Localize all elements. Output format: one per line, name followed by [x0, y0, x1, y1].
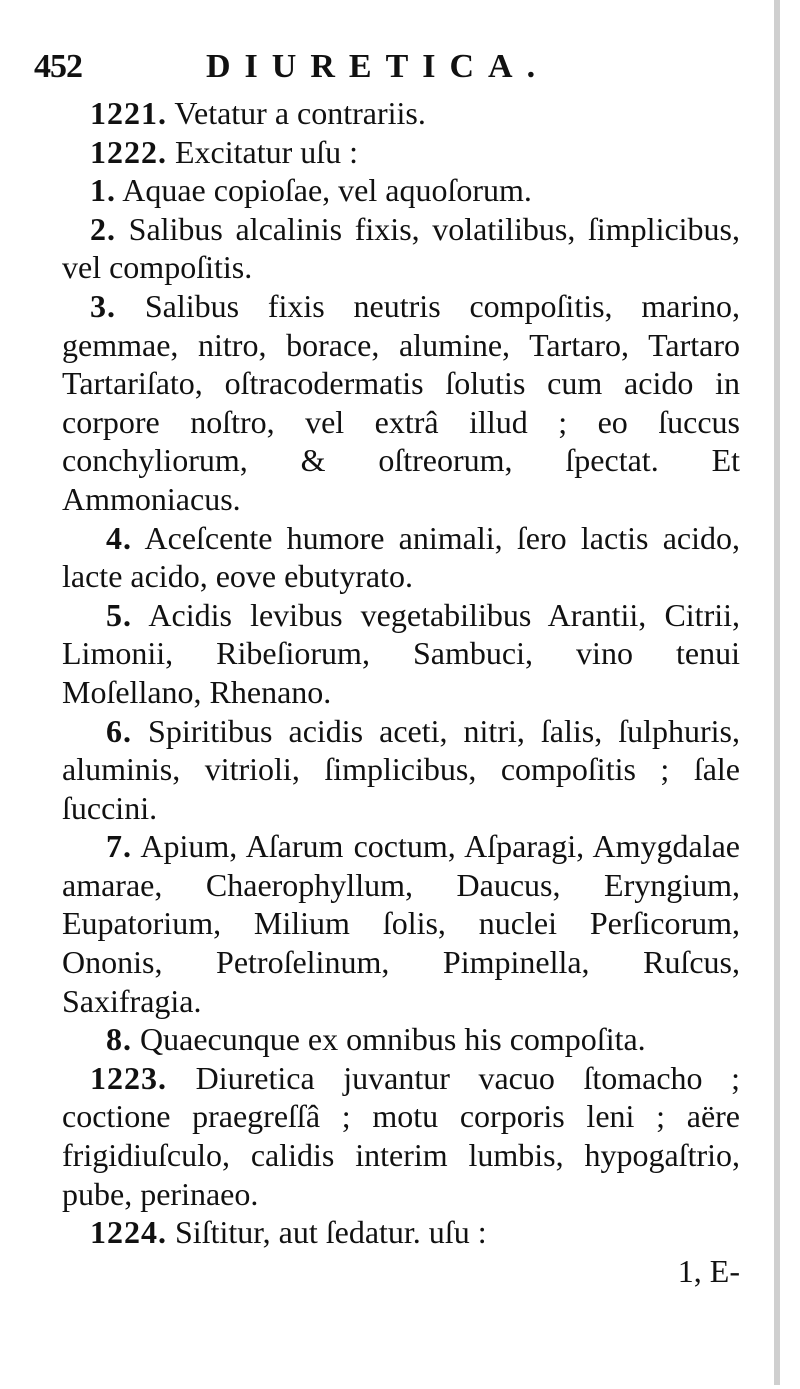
section-number: 1222.	[90, 133, 167, 170]
list-item-1	[62, 171, 740, 210]
paragraph-1222	[62, 133, 740, 172]
list-item-7	[62, 827, 740, 1020]
page-number: 452	[34, 48, 82, 85]
item-text: Aceſcente humore animali, ſero lactis acido, lacte acido, eove ebutyrato.	[62, 519, 741, 595]
item-number: 7.	[106, 828, 132, 865]
list-item-2	[62, 210, 740, 287]
paragraph-text: Siſtitur, aut ſedatur. uſu :	[175, 1214, 487, 1251]
list-item-5	[62, 596, 740, 712]
item-number: 2.	[90, 210, 116, 247]
item-number: 4.	[106, 519, 132, 556]
paragraph-text: Excitatur uſu :	[175, 133, 359, 170]
item-number: 8.	[106, 1021, 132, 1058]
list-item-3	[62, 287, 740, 519]
catchword: 1, E-	[677, 1252, 740, 1289]
section-number: 1224.	[90, 1214, 167, 1251]
item-text: Quaecunque ex omnibus his compoſita.	[140, 1021, 646, 1058]
item-text: Aquae copioſae, vel aquoſorum.	[122, 172, 532, 209]
section-number: 1221.	[90, 95, 167, 131]
page-body	[62, 94, 740, 1290]
list-item-4	[62, 519, 740, 596]
item-number: 5.	[106, 596, 132, 633]
item-text: Salibus alcalinis fixis, volatilibus, ſimplicibus, vel compoſitis.	[62, 210, 741, 286]
paragraph-text: Vetatur a contrariis.	[174, 95, 426, 131]
item-text: Salibus fixis neutris compoſitis, marino, gemmae, nitro, borace, alumine, Tartaro, Tartaro Tartariſato, oſtracodermatis ſolutis cum acido in corpore noſtro, vel extrâ illud ; eo ſuccus conchyliorum, & oſtreorum, ſpectat. Et Ammoniacus.	[62, 287, 741, 517]
page-header	[34, 48, 754, 94]
item-number: 1.	[90, 172, 116, 209]
paragraph-1221	[62, 94, 740, 133]
paragraph-1223	[62, 1059, 740, 1213]
running-head: DIURETICA.	[206, 48, 550, 85]
item-number: 6.	[106, 712, 132, 749]
list-item-6	[62, 712, 740, 828]
item-number: 3.	[90, 287, 116, 324]
paragraph-text: Diuretica juvantur vacuo ſtomacho ; coctione praegreſſâ ; motu corporis leni ; aëre frigidiuſculo, calidis interim lumbis, hypogaſtrio, pube, perinaeo.	[62, 1059, 741, 1212]
list-item-8	[62, 1020, 740, 1059]
item-text: Acidis levibus vegetabilibus Arantii, Citrii, Limonii, Ribeſiorum, Sambuci, vino tenui Moſellano, Rhenano.	[62, 596, 741, 710]
item-text: Apium, Aſarum coctum, Aſparagi, Amygdalae amarae, Chaerophyllum, Daucus, Eryngium, Eupatorium, Milium ſolis, nuclei Perſicorum, Ononis, Petroſelinum, Pimpinella, Ruſcus, Saxifragia.	[62, 828, 740, 1019]
section-number: 1223.	[90, 1059, 167, 1096]
paragraph-1224	[62, 1213, 740, 1252]
item-text: Spiritibus acidis aceti, nitri, ſalis, ſulphuris, aluminis, vitrioli, ſimplicibus, compoſitis ; ſale ſuccini.	[62, 712, 741, 826]
